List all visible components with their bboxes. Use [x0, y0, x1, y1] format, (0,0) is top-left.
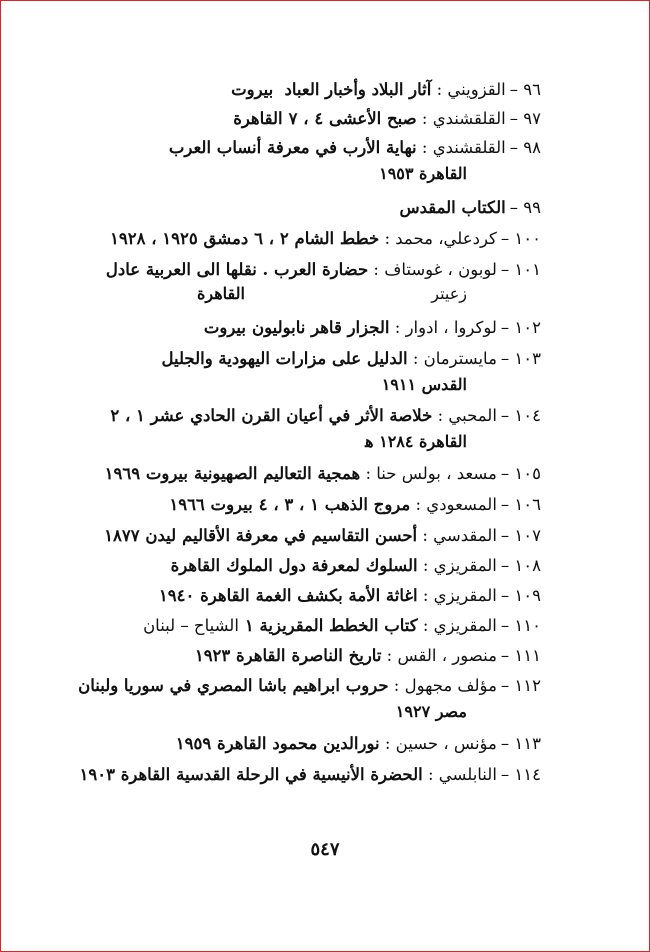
entry-113	[93, 733, 541, 755]
entry-114	[79, 764, 541, 786]
entry-title: اغاثة الأمة بكشف الغمة	[255, 586, 418, 605]
entry-author: لوبون ، غوستاف :	[373, 260, 497, 279]
entry-place: بيروت	[203, 318, 246, 337]
entry-number: ١٠٥ –	[500, 464, 541, 483]
entry-number: ١٠٨ –	[500, 556, 541, 575]
entry-98-continuation: القاهرة ١٩٥٣	[379, 164, 467, 183]
entry-author: لوكروا ، ادوار :	[394, 318, 497, 337]
page-number: ٥٤٧	[310, 839, 340, 860]
entry-number: ١٠٧ –	[500, 526, 541, 545]
entry-author: مسعد ، بولس حنا :	[365, 464, 497, 483]
entry-place: القاهرة	[170, 556, 221, 575]
entry-title: السلوك لمعرفة دول الملوك	[226, 556, 418, 575]
entry-number: ١١٣ –	[500, 734, 541, 753]
entry-place: بيروت ١٩٦٦	[169, 495, 253, 514]
entry-number: ١١٢ –	[500, 676, 541, 695]
entry-place: ليدن ١٨٧٧	[104, 526, 177, 545]
entry-title: نورالدين محمود	[272, 734, 380, 753]
entry-98	[93, 137, 541, 159]
entry-author: كردعلي، محمد :	[384, 229, 497, 248]
entry-place: القاهرة	[197, 284, 245, 303]
entry-number: ١٠٠ –	[500, 229, 541, 248]
entry-author: منصور ، القس :	[386, 646, 497, 665]
entry-place: دمشق ١٩٢٥ ، ١٩٢٨	[110, 229, 249, 248]
entry-place: القاهرة ١٩٤٠	[158, 586, 250, 605]
entry-title: صبح الأعشى ٤ ، ٧	[288, 109, 417, 128]
entry-author: النابلسي :	[427, 765, 497, 784]
entry-place: القاهرة ١٩٥٩	[175, 734, 267, 753]
entry-author: القلقشندي :	[421, 138, 506, 157]
entry-110	[93, 615, 541, 637]
entry-title: الجزار قاهر نابوليون	[252, 318, 390, 337]
entry-97	[93, 108, 541, 130]
entry-number: ٩٧ –	[509, 109, 541, 128]
entry-title: همجية التعاليم الصهيونية	[194, 464, 361, 483]
entry-105	[93, 463, 541, 485]
entry-title: آثار البلاد وأخبار العباد	[284, 80, 432, 99]
entry-author: مايسترمان :	[412, 349, 497, 368]
entry-author: المحبي :	[437, 406, 497, 425]
entry-title: الكتاب المقدس	[399, 198, 506, 217]
entry-author: المسعودي :	[415, 495, 497, 514]
entry-number: ١١٤ –	[500, 765, 541, 784]
entry-title: أحسن التقاسيم في معرفة الأقاليم	[182, 526, 418, 545]
entry-number: ١١٠ –	[500, 616, 541, 635]
entry-104-continuation: القاهرة ١٢٨٤ ﻫ	[365, 432, 467, 451]
bibliography-list	[78, 79, 541, 786]
entry-100	[93, 228, 541, 250]
entry-place: القاهرة ١٩٢٣	[194, 646, 286, 665]
entry-number: ٩٦ –	[509, 80, 541, 99]
entry-title: كتاب الخطط المقريزية ١	[244, 616, 418, 635]
entry-number: ١٠٣ –	[500, 349, 541, 368]
entry-place: الشياح – لبنان	[143, 616, 239, 635]
entry-96	[93, 79, 541, 101]
entry-number: ٩٨ –	[509, 138, 541, 157]
entry-number: ١٠٢ –	[500, 318, 541, 337]
entry-author: المقدسي :	[422, 526, 497, 545]
entry-author: القلقشندي :	[421, 109, 506, 128]
entry-99	[93, 197, 541, 219]
entry-author: مؤلف مجهول :	[393, 676, 497, 695]
entry-number: ١٠١ –	[500, 260, 541, 279]
entry-number: ١٠٤ –	[500, 406, 541, 425]
entry-106	[93, 494, 541, 516]
entry-109	[93, 585, 541, 607]
entry-111	[93, 645, 541, 667]
entry-author: المقريزي :	[422, 616, 497, 635]
entry-112	[78, 675, 541, 697]
entry-101	[93, 259, 541, 281]
entry-108	[93, 555, 541, 577]
entry-103-continuation: القدس ١٩١١	[381, 375, 467, 394]
entry-title: الحضرة الأنيسية في الرحلة القدسية	[176, 765, 423, 784]
entry-place: بيروت	[231, 80, 274, 99]
entry-title: حروب ابراهيم باشا المصري في سوريا ولبنان	[78, 676, 389, 695]
entry-place: القاهرة ١٩٠٣	[79, 765, 171, 784]
entry-author: المقريزي :	[422, 556, 497, 575]
entry-author: القزويني :	[436, 80, 506, 99]
entry-title: حضارة العرب . نقلها الى العربية عادل	[105, 260, 369, 279]
entry-number: ٩٩ –	[509, 198, 541, 217]
entry-title: تاريخ الناصرة	[291, 646, 382, 665]
entry-author: المقريزي :	[422, 586, 497, 605]
entry-title: خلاصة الأثر في أعيان القرن الحادي عشر ١ ، ٢	[110, 406, 433, 425]
entry-place: بيروت ١٩٦٩	[104, 464, 188, 483]
entry-title: نهاية الأرب في معرفة أنساب العرب	[168, 138, 417, 157]
entry-103	[93, 348, 541, 370]
entry-title: مروج الذهب ١ ، ٣ ، ٤	[258, 495, 411, 514]
entry-number: ١١١ –	[500, 646, 541, 665]
entry-title: خطط الشام ٢ ، ٦	[254, 229, 380, 248]
entry-101-continuation	[197, 283, 541, 305]
entry-place: القاهرة	[233, 109, 283, 128]
entry-112-continuation: مصر ١٩٢٧	[395, 702, 467, 721]
entry-author: مؤنس ، حسين :	[384, 734, 497, 753]
entry-number: ١٠٩ –	[500, 586, 541, 605]
entry-number: ١٠٦ –	[500, 495, 541, 514]
entry-104	[93, 405, 541, 427]
translator-name: زعيتر	[431, 284, 467, 303]
entry-title: الدليل على مزارات اليهودية والجليل	[161, 349, 408, 368]
entry-107	[93, 525, 541, 547]
entry-102	[93, 317, 541, 339]
